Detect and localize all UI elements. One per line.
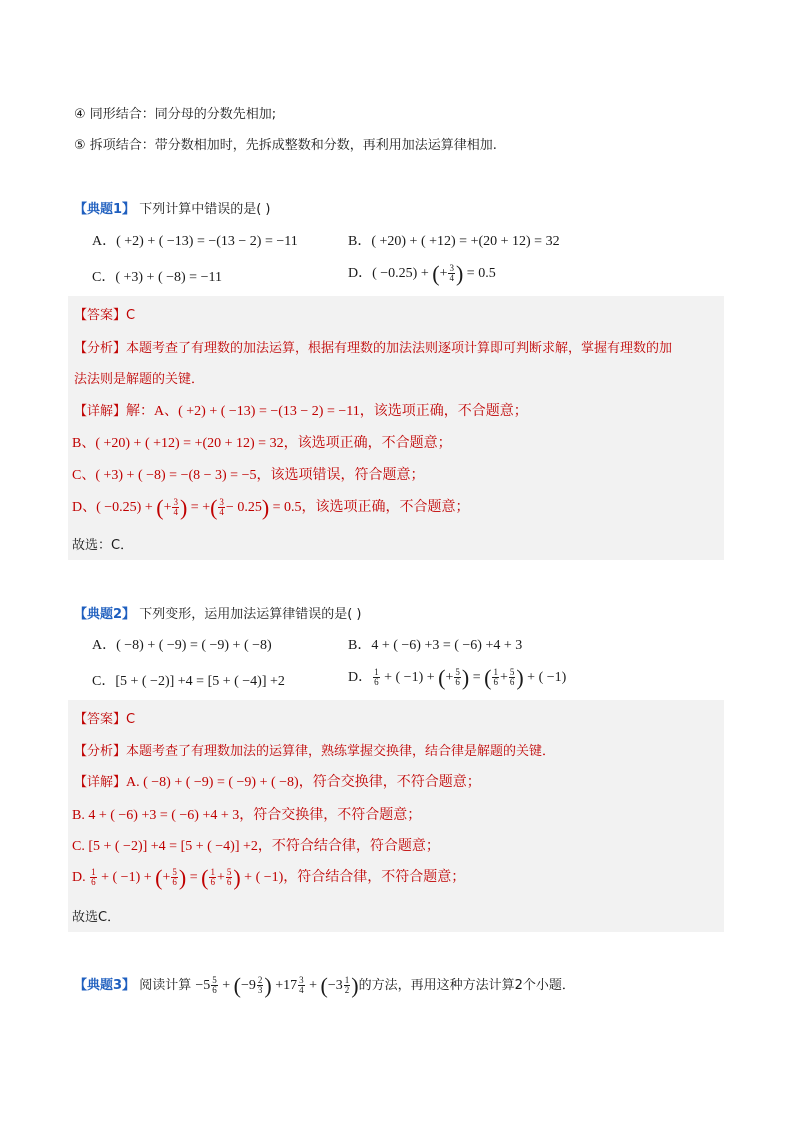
q1-detail-c: C、( +3) + ( −8) = −(8 − 3) = −5，该选项错误，符合题意；	[72, 468, 425, 483]
q2-option-d: D． $\frac{1}{6}$ + ( −1) + (+ $\frac{5}{6}$ ) = ( $\frac{1}{6}$ + $\frac{5}{6}$ ) + ( −1)	[348, 664, 567, 690]
q1-detail-d-prefix: D、( −0.25) +	[72, 500, 157, 515]
q2-option-c: C．[5 + ( −2)] +4 = [5 + ( −4)] +2	[92, 674, 285, 689]
q2-tag: 【典题2】	[74, 607, 136, 622]
q1-option-d-suffix: = 0.5	[463, 266, 496, 281]
fraction-1-6: $\frac{1}{6}$	[374, 667, 379, 688]
q3-expression: −5 $\frac{5}{6}$ + (−9 $\frac{2}{3}$ ) +17 $\frac{3}{4}$ + (−3 $\frac{1}{2}$ )	[195, 972, 359, 998]
q2-heading	[74, 603, 361, 622]
fraction-5-6: $\frac{5}{6}$	[172, 867, 177, 888]
q2-analysis: 【分析】本题考查了有理数加法的运算律，熟练掌握交换律，结合律是解题的关键．	[74, 744, 556, 759]
fraction-5-6: $\frac{5}{6}$	[455, 667, 460, 688]
q1-tag: 【典题1】	[74, 202, 136, 217]
fraction-3-4: $\frac{3}{4}$	[449, 263, 454, 284]
q1-conclusion: 故选：C．	[72, 538, 134, 553]
q1-option-d: D．( −0.25) + (+ $\frac{3}{4}$ ) = 0.5	[348, 260, 496, 286]
q1-prompt: 下列计算中错误的是( )	[139, 202, 271, 217]
q3-prompt-suffix: 的方法，再用这种方法计算2个小题．	[358, 978, 575, 993]
q1-option-a: A．( +2) + ( −13) = −(13 − 2) = −11	[92, 234, 298, 249]
q2-detail-a-text: A. ( −8) + ( −9) = ( −9) + ( −8)，符合交换律，不符合题意；	[126, 775, 481, 790]
q2-detail-d-suffix: ，符合结合律，不符合题意；	[283, 870, 466, 885]
q3-tag: 【典题3】	[74, 978, 136, 993]
q2-option-a: A．( −8) + ( −9) = ( −9) + ( −8)	[92, 638, 272, 653]
fraction-1-6: $\frac{1}{6}$	[210, 867, 215, 888]
intro-line-5: ⑤ 拆项结合：带分数相加时，先拆成整数和分数，再利用加法运算律相加.	[74, 138, 497, 153]
q2-detail-d-prefix: D.	[72, 870, 90, 885]
q1-analysis-cont: 法法则是解题的关键．	[74, 372, 205, 387]
q3-prompt-prefix: 阅读计算	[139, 978, 192, 993]
fraction-5-6: $\frac{5}{6}$	[509, 667, 515, 688]
q2-option-d-prefix: D．	[348, 670, 373, 685]
q2-prompt: 下列变形，运用加法运算律错误的是( )	[139, 607, 362, 622]
q1-option-c: C．( +3) + ( −8) = −11	[92, 270, 222, 285]
q2-conclusion: 故选C．	[72, 910, 121, 925]
q1-option-b: B．( +20) + ( +12) = +(20 + 12) = 32	[348, 234, 560, 249]
q1-option-d-prefix: D．( −0.25) +	[348, 266, 433, 281]
q1-solution-box	[68, 296, 724, 560]
q1-detail-a	[74, 400, 528, 420]
q2-detail-d: D. $\frac{1}{6}$ + ( −1) + (+ $\frac{5}{6}$ ) = ( $\frac{1}{6}$ + $\frac{5}{6}$ ) + ( −1)，符合结合律，不符合题意；	[72, 864, 466, 890]
q1-detail-d: D、( −0.25) + (+ $\frac{3}{4}$ ) = +( $\frac{3}{4}$ − 0.25) = 0.5，该选项正确，不合题意；	[72, 494, 470, 520]
q1-detail-b: B、( +20) + ( +12) = +(20 + 12) = 32，该选项正确，不合题意；	[72, 436, 452, 451]
fraction-1-6: $\frac{1}{6}$	[493, 667, 498, 688]
q1-analysis: 【分析】本题考查了有理数的加法运算，根据有理数的加法法则逐项计算即可判断求解，掌握有理数的加	[74, 341, 673, 356]
q2-option-b: B．4 + ( −6) +3 = ( −6) +4 + 3	[348, 638, 523, 653]
q2-detail-c: C. [5 + ( −2)] +4 = [5 + ( −4)] +2，不符合结合律，符合题意；	[72, 839, 440, 854]
q1-detail-d-mid: = +	[187, 500, 211, 515]
fraction-3-4: $\frac{3}{4}$	[219, 497, 224, 518]
q1-detail-d-suffix: = 0.5，该选项正确，不合题意；	[269, 500, 470, 515]
fraction-5-6: $\frac{5}{6}$	[226, 867, 232, 888]
q2-solution-box	[68, 700, 724, 932]
fraction-1-6: $\frac{1}{6}$	[91, 867, 96, 888]
q1-detail-label: 【详解】	[74, 404, 127, 419]
q1-detail-a-text: 解：A、( +2) + ( −13) = −(13 − 2) = −11，该选项正确，不合题意；	[126, 404, 528, 419]
fraction-3-4: $\frac{3}{4}$	[173, 497, 178, 518]
q3-heading	[74, 972, 575, 998]
q2-detail-a	[74, 771, 481, 791]
q2-detail-label: 【详解】	[74, 775, 127, 790]
q2-answer: 【答案】C	[74, 712, 136, 727]
q1-answer: 【答案】C	[74, 308, 136, 323]
q2-detail-b: B. 4 + ( −6) +3 = ( −6) +4 + 3，符合交换律，不符合题意；	[72, 808, 422, 823]
q1-heading	[74, 198, 270, 217]
intro-line-4: ④ 同形结合：同分母的分数先相加;	[74, 107, 277, 122]
